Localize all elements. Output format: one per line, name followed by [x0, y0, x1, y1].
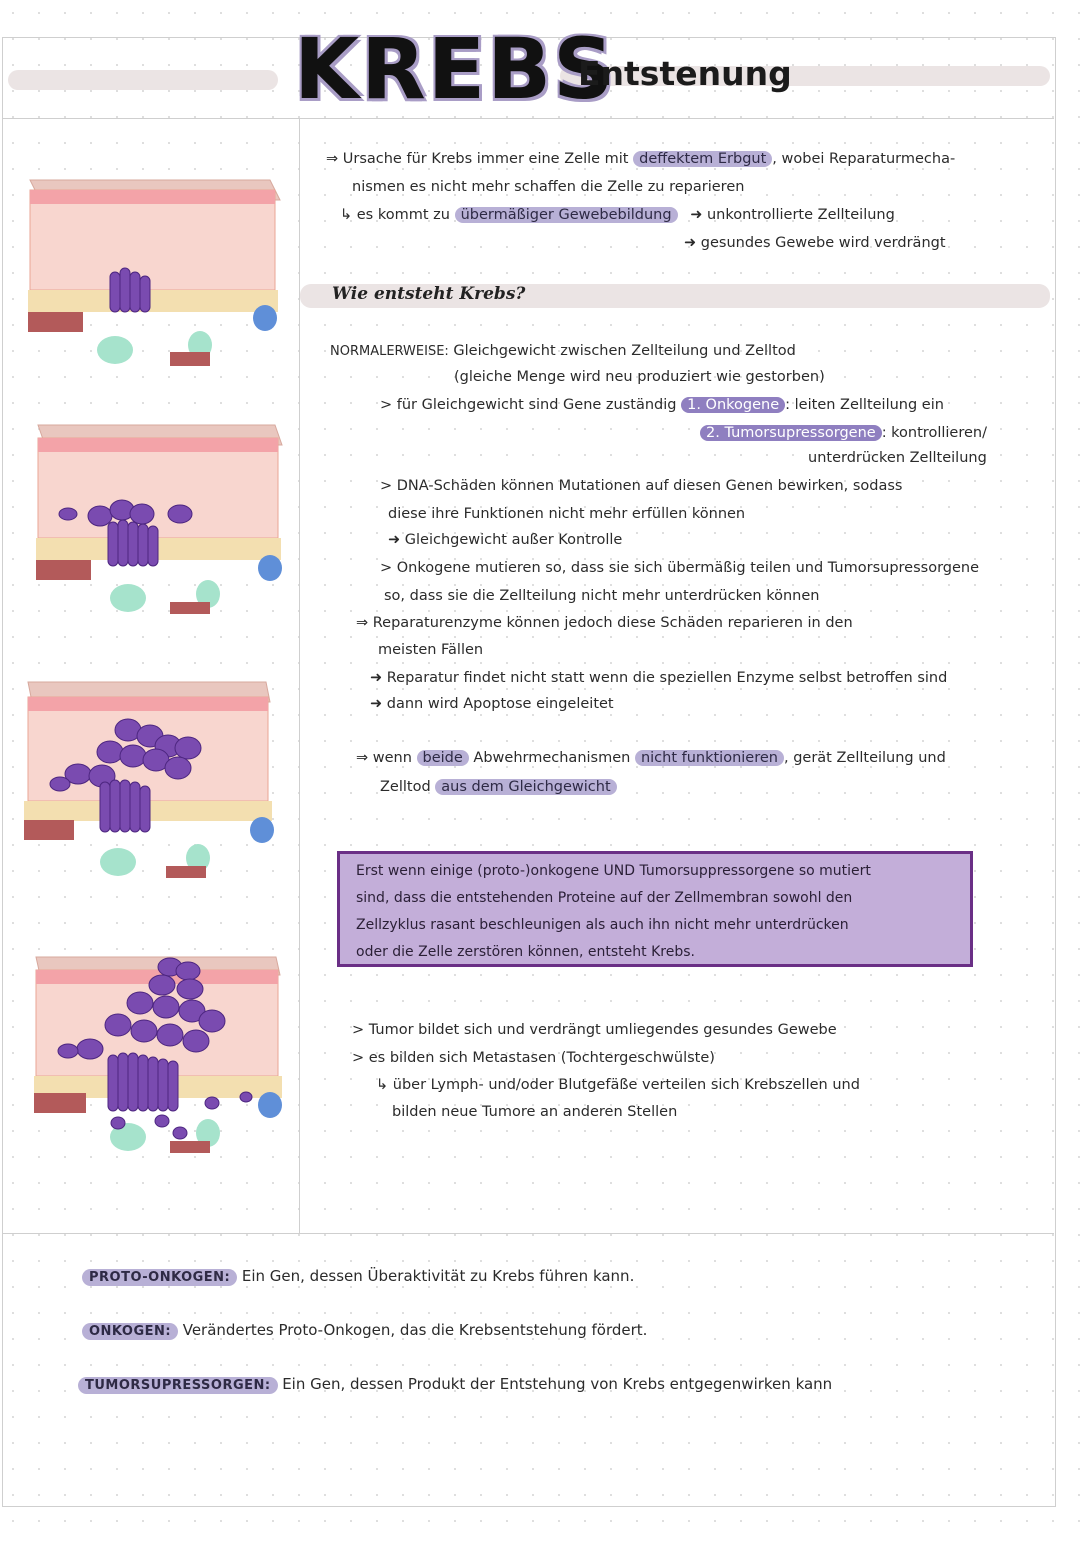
box-line-3: Zellzyklus rasant beschleunigen als auch ihn nicht mehr unterdrücken: [356, 917, 849, 933]
section-heading: Wie entsteht Krebs?: [332, 284, 526, 304]
genes-line: [380, 396, 944, 414]
both-line-1: [356, 749, 946, 767]
intro-line-1: [326, 150, 955, 168]
intro-line-3: [340, 206, 895, 224]
tumor-line-2: > es bilden sich Metastasen (Tochtergeschwülste): [352, 1050, 715, 1066]
dna-line-3: ➜ Gleichgewicht außer Kontrolle: [388, 532, 623, 548]
header-band-left: [8, 70, 278, 90]
gene2-badge: 2. Tumorsupressorgene: [700, 425, 882, 441]
tumor-line-3: ↳ über Lymph- und/oder Blutgefäße verteilen sich Krebszellen und: [376, 1077, 860, 1093]
definition-term: TUMORSUPRESSORGEN:: [78, 1377, 278, 1394]
rep-line-3: ➜ Reparatur findet nicht statt wenn die speziellen Enzyme selbst betroffen sind: [370, 670, 948, 686]
both-text: Abwehrmechanismen: [473, 750, 631, 766]
definition-text: Ein Gen, dessen Überaktivität zu Krebs führen kann.: [241, 1267, 635, 1285]
definition-tumorsupressorgen: [78, 1375, 832, 1395]
rep-line-1: ⇒ Reparaturenzyme können jedoch diese Schäden reparieren in den: [356, 615, 853, 631]
intro-line-4: ➜ gesundes Gewebe wird verdrängt: [684, 235, 946, 251]
box-line-4: oder die Zelle zerstören können, entsteht Krebs.: [356, 944, 695, 960]
gene1-badge: 1. Onkogene: [681, 397, 785, 413]
tumor-line-4: bilden neue Tumore an anderen Stellen: [392, 1104, 678, 1120]
header-divider: [2, 118, 1054, 119]
normal-label: NORMALERWEISE:: [330, 344, 449, 359]
page-subtitle: Entstenung: [578, 54, 792, 93]
gene1-text: : leiten Zellteilung ein: [785, 397, 944, 413]
both-line-2: [380, 778, 617, 796]
genes-text: > für Gleichgewicht sind Gene zuständig: [380, 397, 677, 413]
highlight-gewebebildung: übermäßiger Gewebebildung: [455, 207, 678, 223]
highlight-nicht-funktionieren: nicht funktionieren: [635, 750, 784, 766]
both-text: , gerät Zellteilung und: [783, 750, 946, 766]
highlight-gleichgewicht: aus dem Gleichgewicht: [435, 779, 616, 795]
definition-text: Verändertes Proto-Onkogen, das die Krebsentstehung fördert.: [182, 1321, 648, 1339]
rep-line-4: ➜ dann wird Apoptose eingeleitet: [370, 696, 614, 712]
column-divider: [299, 118, 300, 1233]
gene2-line: [700, 424, 987, 442]
dna-line-1: > DNA-Schäden können Mutationen auf diesen Genen bewirken, sodass: [380, 478, 903, 494]
normal-line: [330, 342, 796, 361]
normal-sub: (gleiche Menge wird neu produziert wie gestorben): [454, 369, 825, 385]
highlight-beide: beide: [417, 750, 469, 766]
intro-text: ↳ es kommt zu: [340, 207, 450, 223]
intro-line-2: nismen es nicht mehr schaffen die Zelle zu reparieren: [352, 179, 745, 195]
tissue-stage-3-illustration: [18, 672, 280, 884]
onko-line-1: > Onkogene mutieren so, dass sie sich übermäßig teilen und Tumorsupressorgene: [380, 560, 980, 576]
normal-text: Gleichgewicht zwischen Zellteilung und Zelltod: [453, 343, 796, 359]
both-text: ⇒ wenn: [356, 750, 412, 766]
tissue-stage-2-illustration: [30, 410, 290, 620]
definition-proto-onkogen: [82, 1267, 634, 1287]
highlight-erbgut: deffektem Erbgut: [633, 151, 772, 167]
definition-text: Ein Gen, dessen Produkt der Entstehung von Krebs entgegenwirken kann: [282, 1375, 833, 1393]
tissue-block: [28, 180, 280, 366]
dna-line-2: diese ihre Funktionen nicht mehr erfüllen können: [388, 506, 746, 522]
box-line-2: sind, dass die entstehenden Proteine auf der Zellmembran sowohl den: [356, 890, 853, 906]
intro-text: ⇒ Ursache für Krebs immer eine Zelle mit: [326, 151, 629, 167]
rep-line-2: meisten Fällen: [378, 642, 484, 658]
intro-text: , wobei Reparaturmecha-: [772, 151, 956, 167]
definition-onkogen: [82, 1321, 647, 1341]
page-title: KREBS: [294, 20, 616, 118]
both-text: Zelltod: [380, 779, 431, 795]
intro-text: ➜ unkontrollierte Zellteilung: [690, 207, 895, 223]
footer-divider: [2, 1233, 1054, 1234]
tumor-line-1: > Tumor bildet sich und verdrängt umliegendes gesundes Gewebe: [352, 1022, 837, 1038]
definition-term: PROTO-ONKOGEN:: [82, 1269, 237, 1286]
gene2-text: : kontrollieren/: [881, 425, 987, 441]
summary-box: [337, 851, 973, 967]
tissue-stage-4-illustration: [30, 945, 286, 1160]
gene2-line-2: unterdrücken Zellteilung: [808, 450, 987, 466]
box-line-1: Erst wenn einige (proto-)onkogene UND Tumorsuppressorgene so mutiert: [356, 863, 871, 879]
definition-term: ONKOGEN:: [82, 1323, 178, 1340]
onko-line-2: so, dass sie die Zellteilung nicht mehr unterdrücken können: [384, 588, 820, 604]
tissue-stage-1-illustration: [20, 160, 290, 375]
